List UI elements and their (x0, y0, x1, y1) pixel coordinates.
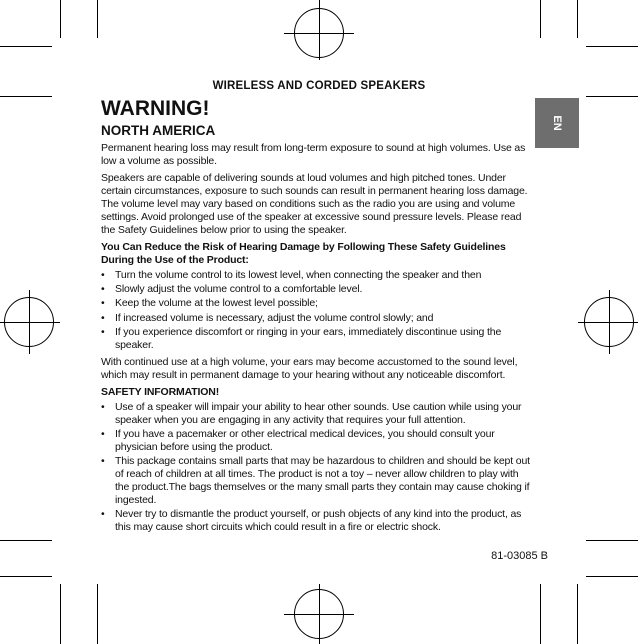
list-item: • Slowly adjust the volume control to a comfortable level. (101, 283, 535, 296)
risk-list (101, 269, 535, 352)
list-item: • This package contains small parts that may be hazardous to children and should be kept out of reach of children at all times. The product is not a toy – never allow children to play with the product.The bags themselves or the many small parts they contain may cause choking if ingested. (101, 455, 535, 507)
intro-paragraph-2: Speakers are capable of delivering sounds at loud volumes and high pitched tones. Under certain circumstances, exposure to such sounds can result in permanent hearing loss damage. The volume level may vary based on conditions such as the radio you are using and volume settings. Avoid prolonged use of the speaker at excessive sound pressure levels. Please read the Safety Guidelines below prior to using the speaker. (101, 172, 528, 236)
language-tab-label: EN (551, 115, 563, 131)
warning-title: WARNING! (101, 97, 210, 120)
safety-heading: SAFETY INFORMATION! (101, 385, 220, 398)
list-item: • If you experience discomfort or ringing in your ears, immediately discontinue using the speaker. (101, 326, 535, 352)
risk-heading: You Can Reduce the Risk of Hearing Damage by Following These Safety Guidelines During the Use of the Product: (101, 241, 506, 266)
list-item: • If you have a pacemaker or other electrical medical devices, you should consult your physician before using the product. (101, 428, 535, 454)
region-title: NORTH AMERICA (101, 123, 216, 138)
document-body (101, 96, 535, 538)
safety-list (101, 401, 535, 535)
list-item: • Keep the volume at the lowest level possible; (101, 297, 535, 310)
list-item: • If increased volume is necessary, adjust the volume control slowly; and (101, 312, 535, 325)
language-tab (535, 98, 579, 148)
intro-paragraph-1: Permanent hearing loss may result from long-term exposure to sound at high volumes. Use as low a volume as possible. (101, 142, 526, 167)
list-item: • Use of a speaker will impair your ability to hear other sounds. Use caution while using your speaker when you are engaging in any activity that requires your full attention. (101, 401, 535, 427)
page-header: WIRELESS AND CORDED SPEAKERS (212, 80, 426, 92)
list-item: • Turn the volume control to its lowest level, when connecting the speaker and then (101, 269, 535, 282)
list-item: • Never try to dismantle the product yourself, or push objects of any kind into the product, as this may cause short circuits which could result in a fire or electric shock. (101, 508, 535, 534)
document-code: 81-03085 B (491, 550, 548, 562)
continued-use-paragraph: With continued use at a high volume, your ears may become accustomed to the sound level, which may result in permanent damage to your hearing without any noticeable discomfort. (101, 355, 518, 381)
